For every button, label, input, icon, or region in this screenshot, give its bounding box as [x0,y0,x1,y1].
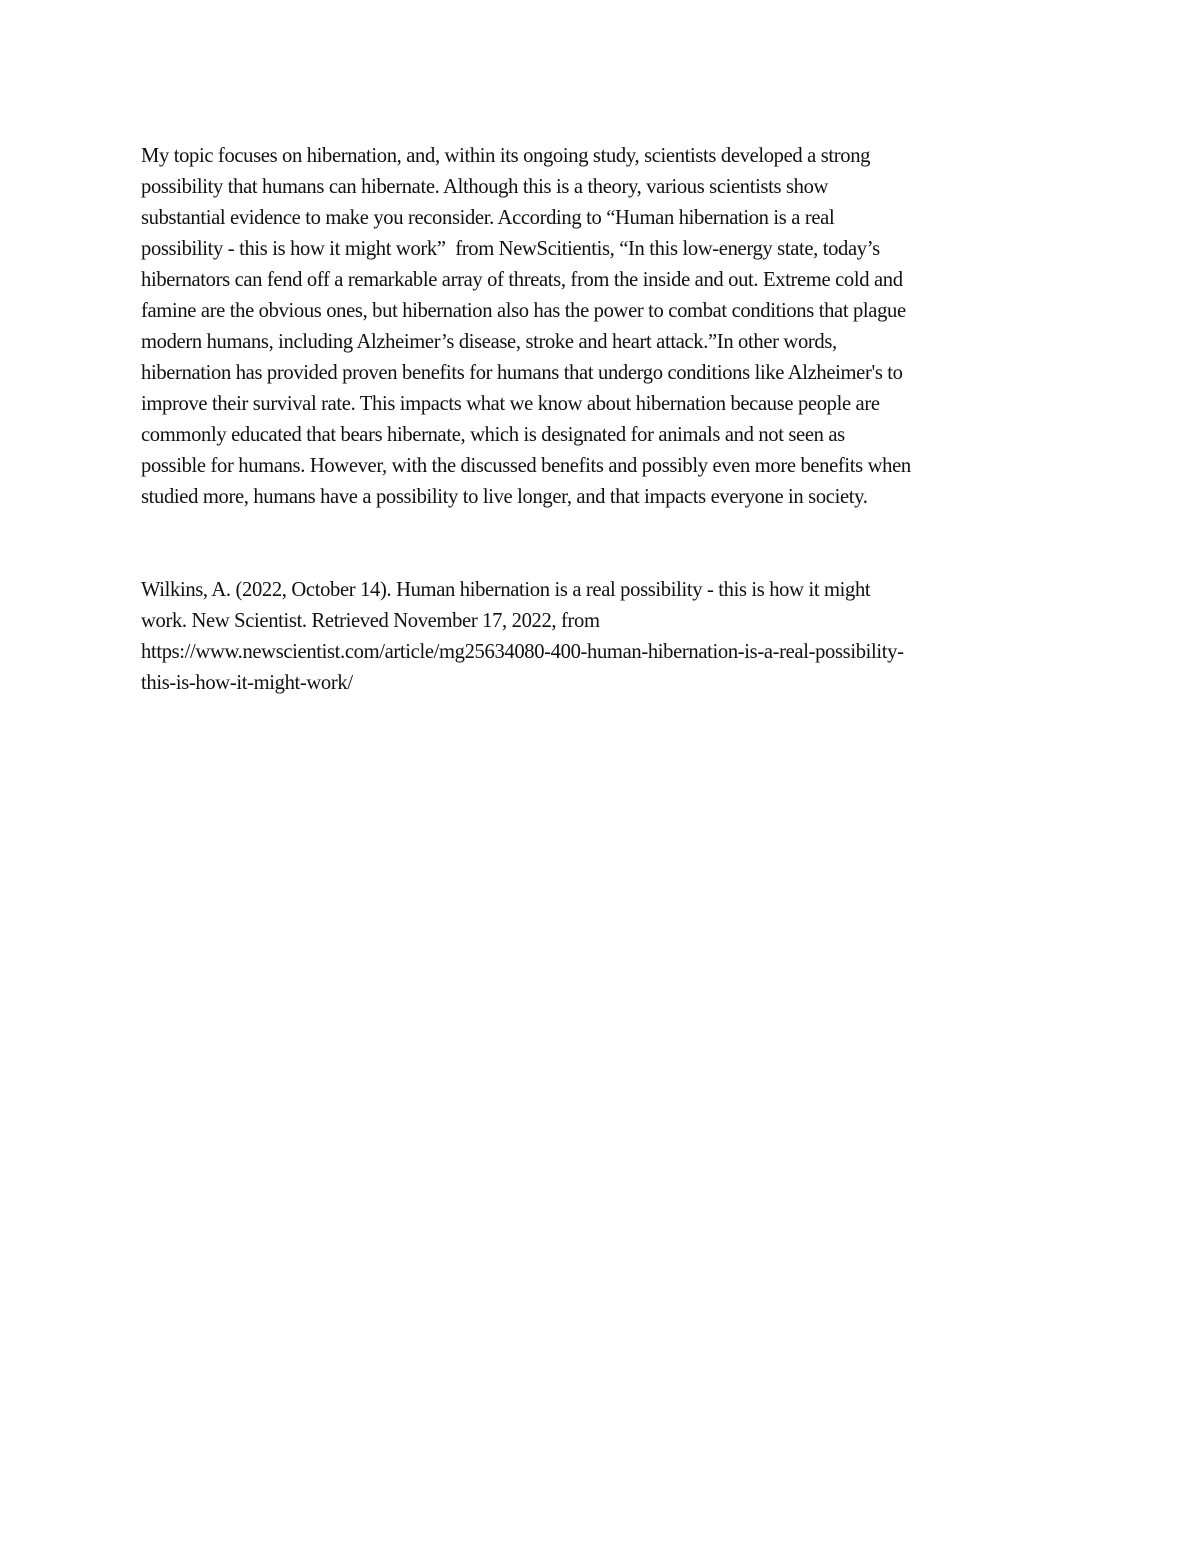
document-body [141,141,1061,699]
paragraph-line: possible for humans. However, with the discussed benefits and possibly even more benefits when [141,455,911,477]
paragraph-line: hibernation has provided proven benefits for humans that undergo conditions like Alzheimer's to [141,362,903,384]
paragraph-line: possibility that humans can hibernate. Although this is a theory, various scientists show [141,176,829,198]
paragraph-line: improve their survival rate. This impacts what we know about hibernation because people are [141,393,880,415]
reference-citation [141,575,1061,699]
paragraph-line: substantial evidence to make you reconsider. According to “Human hibernation is a real [141,207,835,229]
body-paragraph [141,141,1061,513]
paragraph-line: commonly educated that bears hibernate, which is designated for animals and not seen as [141,424,845,446]
paragraph-line: hibernators can fend off a remarkable array of threats, from the inside and out. Extreme cold and [141,269,903,291]
paragraph-line: possibility - this is how it might work” from NewScitientis, “In this low-energy state, today’s [141,238,880,260]
paragraph-line: famine are the obvious ones, but hibernation also has the power to combat conditions that plague [141,300,906,322]
citation-line: work. New Scientist. Retrieved November 17, 2022, from [141,610,600,632]
citation-line: Wilkins, A. (2022, October 14). Human hibernation is a real possibility - this is how it might [141,579,871,601]
paragraph-line: modern humans, including Alzheimer’s disease, stroke and heart attack.”In other words, [141,331,837,353]
paragraph-line: studied more, humans have a possibility to live longer, and that impacts everyone in society. [141,486,868,508]
citation-url-line: https://www.newscientist.com/article/mg25634080-400-human-hibernation-is-a-real-possibility- [141,641,904,663]
paragraph-line: My topic focuses on hibernation, and, within its ongoing study, scientists developed a strong [141,145,871,167]
citation-url-line: this-is-how-it-might-work/ [141,672,353,694]
